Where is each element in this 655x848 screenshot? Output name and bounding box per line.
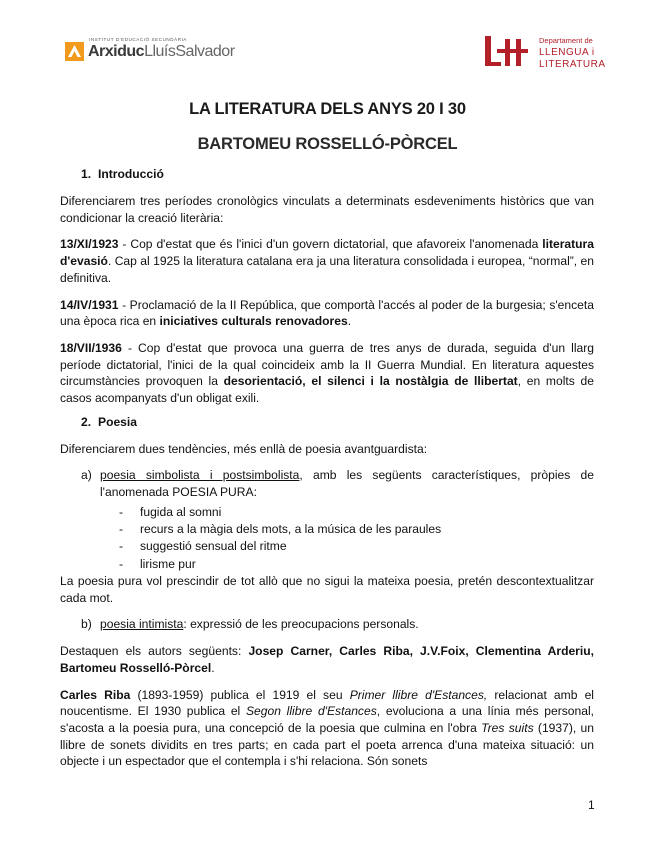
document-title: LA LITERATURA DELS ANYS 20 I 30 bbox=[189, 100, 466, 118]
list-marker: a) bbox=[81, 468, 92, 483]
school-logo-name-light: LluísSalvador bbox=[144, 43, 235, 60]
carles-riba-paragraph: Carles Riba (1893-1959) publica el 1919 el seu Primer llibre d'Estances, relacionat amb el noucentisme. El 1930 publica el Segon llibre d'Estances, evoluciona a una línia més personal, s'acosta a la poesia pura, una concepció de la poesia que culmina en l'obra Tres suits (1937), un llibre de sonets dividits en tres parts; en cada part el poeta arrenca d'una mateixa situació: un objecte i un espectador que el contempla i s'hi relaciona. Són sonets bbox=[60, 687, 595, 769]
keyword-iniciatives: iniciatives culturals renovadores bbox=[159, 314, 348, 329]
period-1923-paragraph: 13/XI/1923 - Cop d'estat que és l'inici d'un govern dictatorial, que afavoreix l'anomenada literatura d'evasió. Cap al 1925 la literatura catalana era ja una literatura consolidada i europea, “normal”, en definitiva. bbox=[60, 237, 594, 285]
document-body bbox=[60, 166, 594, 770]
document-subtitle: BARTOMEU ROSSELLÓ-PÒRCEL bbox=[197, 135, 458, 153]
list-marker: b) bbox=[81, 617, 92, 632]
school-logo-name bbox=[88, 43, 235, 61]
date-1936: 18/VII/1936 bbox=[60, 340, 122, 355]
section-number: 1. bbox=[81, 167, 92, 181]
school-logo-name-bold: Arxiduc bbox=[88, 43, 145, 60]
section-title: Introducció bbox=[98, 167, 164, 181]
section-number: 2. bbox=[81, 414, 92, 429]
department-logo-line2: LLENGUA i bbox=[539, 47, 595, 58]
work-title: Tres suits bbox=[481, 720, 534, 735]
keyword-evasio: literatura d'evasió bbox=[60, 237, 594, 269]
department-logo-line3: LITERATURA bbox=[539, 59, 606, 70]
section-heading-intro bbox=[60, 166, 594, 183]
author-names: Josep Carner, Carles Riba, J.V.Foix, Clementina Arderiu, Bartomeu Rosselló-Pòrcel bbox=[60, 644, 594, 675]
period-1931-paragraph: 14/IV/1931 - Proclamació de la II República, que comportà l'accés al poder de la burgesia; s'enceta una època rica en iniciatives culturals renovadores. bbox=[60, 297, 594, 329]
pure-poetry-features bbox=[60, 504, 594, 573]
page-number: 1 bbox=[588, 798, 595, 812]
list-item: - recurs a la màgia dels mots, a la música de les paraules bbox=[119, 521, 594, 538]
authors-paragraph: Destaquen els autors següents: Josep Carner, Carles Riba, J.V.Foix, Clementina Arderiu, Bartomeu Rosselló-Pòrcel. bbox=[60, 644, 594, 675]
term-intimista: poesia intimista bbox=[100, 617, 184, 632]
work-title: Segon llibre d'Estances bbox=[245, 704, 377, 719]
date-1923: 13/XI/1923 bbox=[60, 237, 119, 252]
term-simbolista: poesia simbolista i postsimbolista bbox=[100, 468, 300, 483]
author-carles-riba: Carles Riba bbox=[60, 687, 131, 702]
period-1936-paragraph: 18/VII/1936 - Cop d'estat que provoca una guerra de tres anys de durada, seguida d'un llarg període dictatorial, l'inici de la qual coincideix amb la II Guerra Mundial. En literatura aquestes circumstàncies provoquen la desorientació, el silenci i la nostàlgia de llibertat, en molts de casos acompanyats d'un obligat exili. bbox=[60, 340, 594, 406]
department-logo-line1: Departament de bbox=[539, 36, 593, 45]
list-item-b: b) poesia intimista: expressió de les preocupacions personals. bbox=[81, 617, 419, 632]
list-item: - lirisme pur bbox=[119, 556, 594, 573]
list-item: - suggestió sensual del ritme bbox=[119, 538, 594, 555]
list-item-a: a) poesia simbolista i postsimbolista, amb les següents característiques, pròpies de l'anomenada POESIA PURA: bbox=[81, 468, 594, 500]
list-item: - fugida al somni bbox=[119, 504, 594, 521]
school-logo bbox=[65, 34, 235, 66]
section-title: Poesia bbox=[98, 414, 137, 429]
department-logo bbox=[483, 33, 613, 73]
work-title: Primer llibre d'Estances, bbox=[349, 687, 488, 702]
intro-paragraph: Diferenciarem tres períodes cronològics vinculats a determinats esdeveniments històrics que van condicionar la creació literària: bbox=[60, 194, 594, 225]
school-logo-mark-icon bbox=[65, 42, 84, 61]
keyword-desorientacio: desorientació, el silenci i la nostàlgia de llibertat bbox=[223, 374, 518, 389]
section-heading-poesia bbox=[60, 414, 594, 431]
department-monogram-icon bbox=[483, 36, 533, 72]
poesia-intro-paragraph: Diferenciarem dues tendències, més enllà de poesia avantguardista: bbox=[60, 441, 428, 456]
date-1931: 14/IV/1931 bbox=[60, 297, 119, 312]
school-logo-superscript: INSTITUT D'EDUCACIÓ SECUNDÀRIA bbox=[89, 37, 188, 42]
pure-poetry-note: La poesia pura vol prescindir de tot allò que no sigui la mateixa poesia, pretén descontextualitzar cada mot. bbox=[60, 574, 594, 605]
